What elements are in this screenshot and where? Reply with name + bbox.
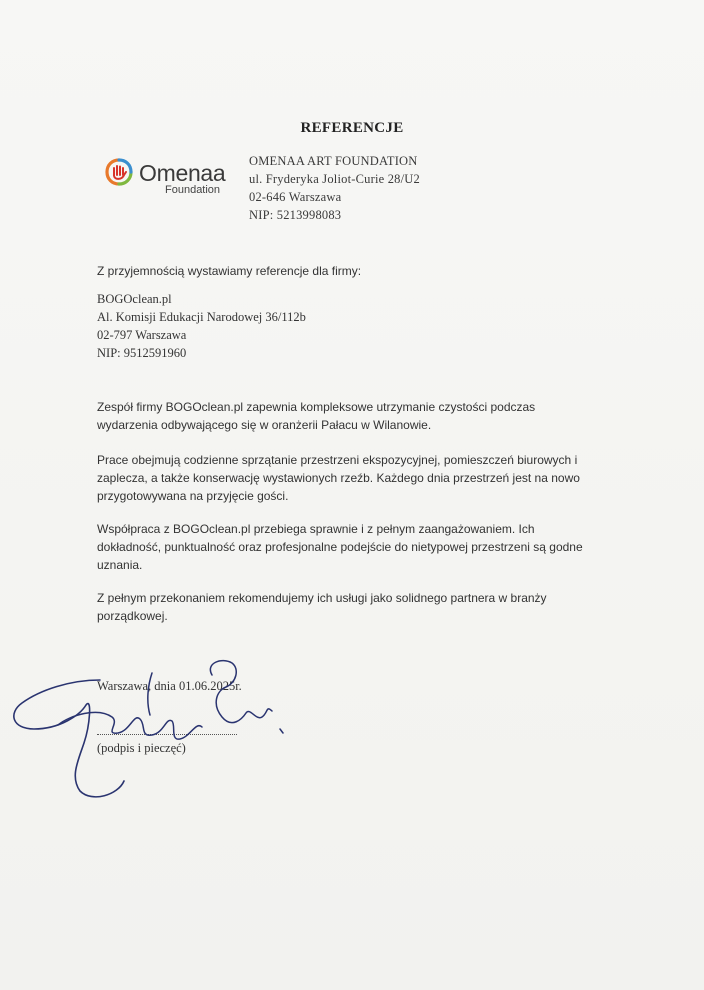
issuer-address-block bbox=[249, 152, 420, 224]
place-and-date: Warszawa, dnia 01.06.2025r. bbox=[97, 679, 242, 693]
client-address-block bbox=[97, 290, 597, 362]
client-nip: NIP: 9512591960 bbox=[97, 346, 187, 360]
paragraph-4: Z pełnym przekonaniem rekomendujemy ich usługi jako solidnego partnera w branży porządkowej. bbox=[97, 591, 547, 623]
issuer-name: OMENAA ART FOUNDATION bbox=[249, 154, 418, 168]
logo-name: Omenaa bbox=[139, 160, 226, 186]
omenaa-logo bbox=[104, 156, 234, 198]
client-name: BOGOclean.pl bbox=[97, 292, 172, 306]
signature-stroke bbox=[58, 712, 202, 739]
issuer-street: ul. Fryderyka Joliot-Curie 28/U2 bbox=[249, 172, 420, 186]
signature-stroke bbox=[14, 680, 124, 797]
issuer-nip: NIP: 5213998083 bbox=[249, 208, 342, 222]
paragraph-2: Prace obejmują codzienne sprzątanie przestrzeni ekspozycyjnej, pomieszczeń biurowych i zaplecza, a także konserwację wystawionych rzeźb. Każdego dnia przestrzeń jest na nowo przygotowywana na przyjęcie gości. bbox=[97, 453, 580, 503]
logo-subtitle: Foundation bbox=[165, 184, 221, 196]
signature-label: (podpis i pieczęć) bbox=[97, 741, 186, 755]
signature-stroke bbox=[210, 661, 272, 723]
client-street: Al. Komisji Edukacji Narodowej 36/112b bbox=[97, 310, 306, 324]
intro-text: Z przyjemnością wystawiamy referencje dla firmy: bbox=[97, 264, 362, 278]
signature-stroke bbox=[148, 673, 283, 733]
issuer-city: 02-646 Warszawa bbox=[249, 190, 342, 204]
paragraph-1: Zespół firmy BOGOclean.pl zapewnia kompleksowe utrzymanie czystości podczas wydarzenia odbywającego się w oranżerii Pałacu w Wilanowie. bbox=[97, 400, 536, 432]
document-title: REFERENCJE bbox=[300, 120, 404, 136]
client-city: 02-797 Warszawa bbox=[97, 328, 187, 342]
paragraph-3: Współpraca z BOGOclean.pl przebiega sprawnie i z pełnym zaangażowaniem. Ich dokładność, punktualność oraz profesjonalne podejście do nietypowej przestrzeni są godne uznania. bbox=[97, 522, 583, 572]
hand-logo-icon bbox=[104, 157, 134, 187]
handwritten-signature bbox=[0, 655, 320, 805]
